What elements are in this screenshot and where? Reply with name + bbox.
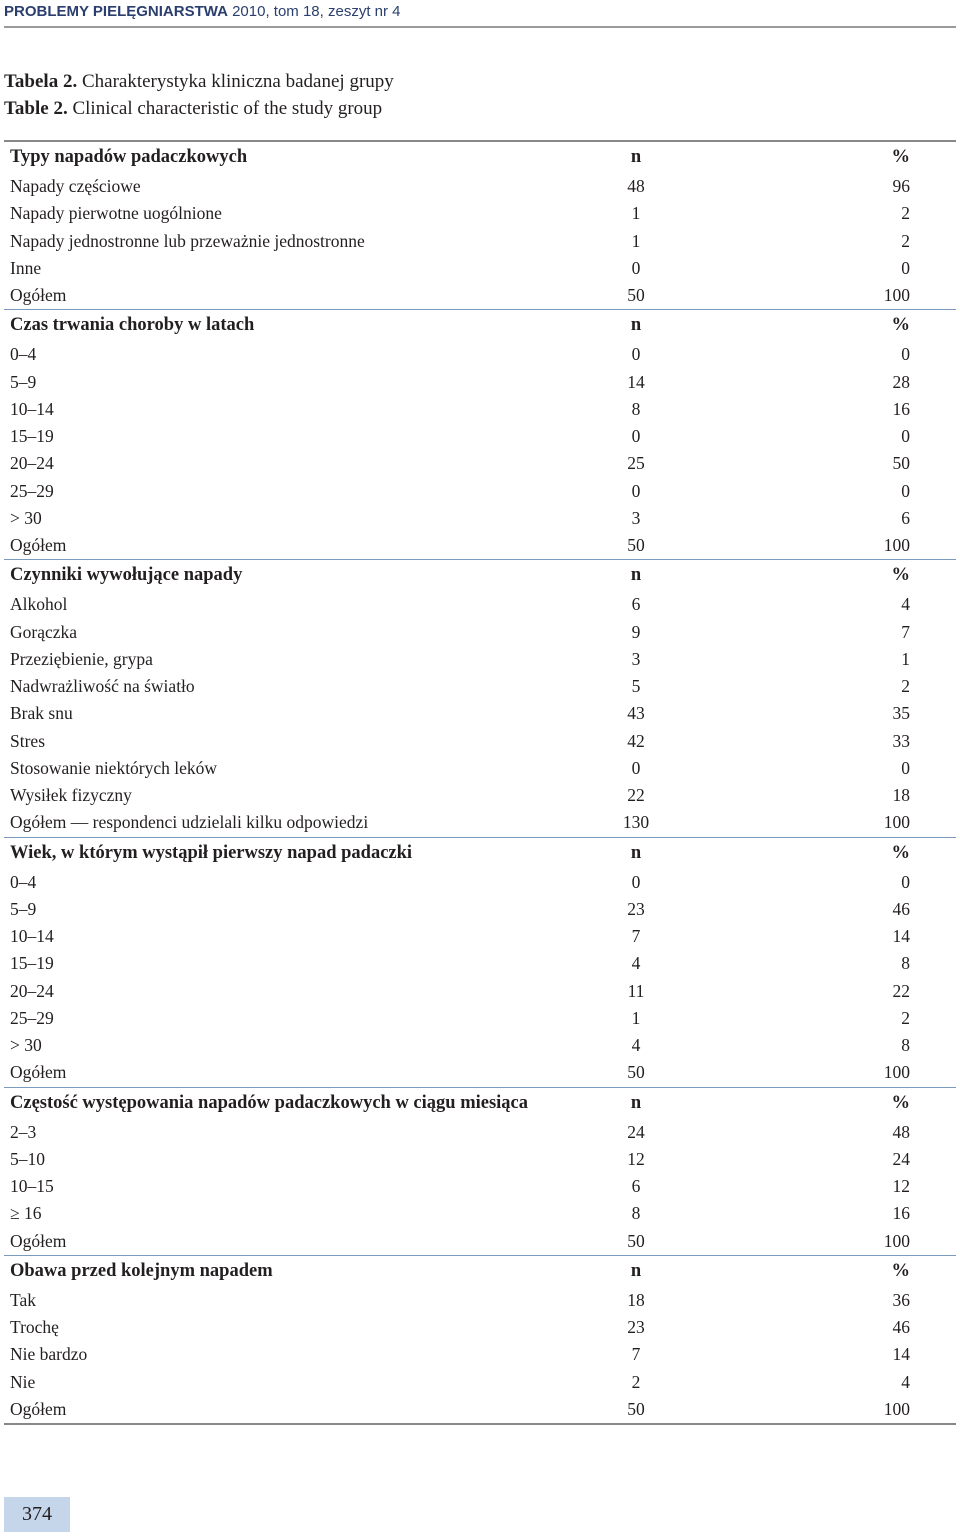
- table-row: [4, 369, 956, 396]
- row-label: 0–4: [10, 871, 37, 892]
- caption-en-label: Table 2.: [4, 98, 68, 119]
- row-percent: 48: [892, 1121, 910, 1142]
- row-percent: 22: [892, 980, 910, 1001]
- table-row: [4, 505, 956, 532]
- row-percent: 6: [901, 507, 910, 528]
- table-row: [4, 1119, 956, 1146]
- table-row: [4, 173, 956, 200]
- n-column-header: n: [576, 1255, 750, 1287]
- row-count: 48: [627, 176, 645, 197]
- row-count: 0: [631, 257, 641, 278]
- row-label: 10–14: [10, 398, 54, 419]
- table-row: [4, 228, 956, 255]
- table-row: [4, 923, 956, 950]
- row-percent: 0: [901, 480, 910, 501]
- table-row: [4, 755, 956, 782]
- row-count: 3: [631, 648, 641, 669]
- row-count: 8: [631, 1203, 641, 1224]
- table-row: [4, 1314, 956, 1341]
- table-row: [4, 1173, 956, 1200]
- row-count: 50: [627, 1230, 645, 1251]
- section-header: [4, 560, 956, 592]
- row-percent: 2: [901, 203, 910, 224]
- section-title: Obawa przed kolejnym napadem: [4, 1255, 576, 1287]
- percent-column-header: %: [750, 310, 956, 342]
- row-label: 5–10: [10, 1148, 45, 1169]
- table-row: [4, 1287, 956, 1314]
- row-count: 18: [627, 1289, 645, 1310]
- row-percent: 18: [892, 785, 910, 806]
- row-percent: 100: [883, 535, 910, 556]
- caption-en: [4, 95, 394, 122]
- table-row: [4, 700, 956, 727]
- row-count: 130: [622, 812, 650, 833]
- row-percent: 46: [892, 898, 910, 919]
- caption-pl-text: Charakterystyka kliniczna badanej grupy: [77, 71, 394, 92]
- percent-column-header: %: [750, 1255, 956, 1287]
- row-label: 5–9: [10, 898, 37, 919]
- n-column-header: n: [576, 310, 750, 342]
- row-count: 50: [627, 535, 645, 556]
- journal-name: PROBLEMY PIELĘGNIARSTWA: [4, 3, 228, 20]
- row-label: Stosowanie niektórych leków: [10, 757, 218, 778]
- table-row: [4, 869, 956, 896]
- row-label: 2–3: [10, 1121, 37, 1142]
- table-row: [4, 950, 956, 977]
- row-label: Napady częściowe: [10, 176, 141, 197]
- table-row: [4, 423, 956, 450]
- row-count: 0: [631, 757, 641, 778]
- table-caption: [4, 68, 394, 122]
- row-count: 4: [631, 953, 641, 974]
- row-count: 0: [631, 426, 641, 447]
- row-percent: 2: [901, 1007, 910, 1028]
- row-percent: 0: [901, 871, 910, 892]
- row-label: Gorączka: [10, 621, 78, 642]
- section-title: Typy napadów padaczkowych: [4, 141, 576, 173]
- clinical-characteristics-table: [4, 140, 956, 1425]
- row-percent: 36: [892, 1289, 910, 1310]
- row-percent: 100: [883, 1062, 910, 1083]
- section-header: [4, 310, 956, 342]
- table-row: [4, 1396, 956, 1424]
- row-percent: 12: [892, 1176, 910, 1197]
- table-row: [4, 1032, 956, 1059]
- row-count: 0: [631, 480, 641, 501]
- table-row: [4, 532, 956, 560]
- table-row: [4, 896, 956, 923]
- row-count: 50: [627, 285, 645, 306]
- row-percent: 7: [901, 621, 910, 642]
- row-count: 23: [627, 898, 645, 919]
- row-count: 9: [631, 621, 641, 642]
- row-percent: 24: [892, 1148, 910, 1169]
- n-column-header: n: [576, 837, 750, 869]
- table-row: [4, 282, 956, 310]
- section-title: Czas trwania choroby w latach: [4, 310, 576, 342]
- table-row: [4, 782, 956, 809]
- row-label: 20–24: [10, 453, 54, 474]
- table-row: [4, 591, 956, 618]
- row-percent: 0: [901, 344, 910, 365]
- row-percent: 14: [892, 926, 910, 947]
- section-header: [4, 1255, 956, 1287]
- table-row: [4, 978, 956, 1005]
- row-label: 20–24: [10, 980, 54, 1001]
- table-row: [4, 728, 956, 755]
- row-percent: 33: [892, 730, 910, 751]
- row-label: Wysiłek fizyczny: [10, 785, 132, 806]
- row-label: Nie bardzo: [10, 1344, 88, 1365]
- table-row: [4, 450, 956, 477]
- row-percent: 1: [901, 648, 910, 669]
- row-percent: 2: [901, 230, 910, 251]
- row-count: 6: [631, 1176, 641, 1197]
- row-percent: 16: [892, 1203, 910, 1224]
- row-count: 0: [631, 871, 641, 892]
- row-count: 3: [631, 507, 641, 528]
- row-count: 1: [631, 1007, 641, 1028]
- row-percent: 50: [892, 453, 910, 474]
- row-label: Ogółem: [10, 285, 67, 306]
- row-label: Ogółem: [4, 1396, 576, 1424]
- row-label: 15–19: [10, 426, 54, 447]
- row-percent: 14: [892, 1344, 910, 1365]
- row-label: Przeziębienie, grypa: [10, 648, 153, 669]
- caption-en-text: Clinical characteristic of the study group: [67, 98, 383, 119]
- row-count: 7: [631, 1344, 641, 1365]
- table-row: [4, 673, 956, 700]
- row-label: Stres: [10, 730, 45, 751]
- table-row: [4, 1341, 956, 1368]
- row-percent: 8: [901, 953, 910, 974]
- row-label: Alkohol: [10, 594, 68, 615]
- row-percent: 0: [901, 257, 910, 278]
- row-count: 12: [627, 1148, 645, 1169]
- row-label: 0–4: [10, 344, 37, 365]
- table-row: [4, 1228, 956, 1256]
- row-label: > 30: [10, 1035, 42, 1056]
- row-count: 11: [627, 980, 645, 1001]
- row-count: 7: [631, 926, 641, 947]
- row-count: 4: [631, 1035, 641, 1056]
- row-percent: 8: [901, 1035, 910, 1056]
- row-count: 0: [631, 344, 641, 365]
- row-count: 1: [631, 230, 641, 251]
- row-count: 6: [631, 594, 641, 615]
- row-label: Nie: [10, 1371, 36, 1392]
- row-label: Nadwrażliwość na światło: [10, 676, 195, 697]
- table-body: [4, 141, 956, 1424]
- section-title: Czynniki wywołujące napady: [4, 560, 576, 592]
- running-header: [4, 0, 956, 28]
- table-row: [4, 646, 956, 673]
- percent-column-header: %: [750, 1087, 956, 1119]
- row-label: Tak: [10, 1289, 36, 1310]
- row-count: 50: [576, 1396, 750, 1424]
- row-label: 25–29: [10, 480, 54, 501]
- row-percent: 100: [883, 812, 910, 833]
- percent-column-header: %: [750, 141, 956, 173]
- row-count: 22: [627, 785, 645, 806]
- table-row: [4, 1200, 956, 1227]
- row-percent: 4: [901, 1371, 910, 1392]
- row-label: Napady pierwotne uogólnione: [10, 203, 222, 224]
- n-column-header: n: [576, 1087, 750, 1119]
- table-row: [4, 1146, 956, 1173]
- row-count: 23: [627, 1317, 645, 1338]
- row-percent: 35: [892, 703, 910, 724]
- table-row: [4, 341, 956, 368]
- row-label: Napady jednostronne lub przeważnie jednostronne: [10, 230, 365, 251]
- row-count: 8: [631, 398, 641, 419]
- n-column-header: n: [576, 141, 750, 173]
- row-count: 42: [627, 730, 645, 751]
- section-title: Wiek, w którym wystąpił pierwszy napad padaczki: [4, 837, 576, 869]
- row-label: 10–15: [10, 1176, 54, 1197]
- table-row: [4, 1369, 956, 1396]
- row-label: > 30: [10, 507, 42, 528]
- table-row: [4, 809, 956, 837]
- row-label: Brak snu: [10, 703, 73, 724]
- table-row: [4, 200, 956, 227]
- table-row: [4, 255, 956, 282]
- row-percent: 46: [892, 1317, 910, 1338]
- n-column-header: n: [576, 560, 750, 592]
- section-header: [4, 141, 956, 173]
- row-percent: 28: [892, 371, 910, 392]
- row-percent: 100: [750, 1396, 956, 1424]
- row-percent: 0: [901, 757, 910, 778]
- row-percent: 4: [901, 594, 910, 615]
- row-count: 24: [627, 1121, 645, 1142]
- row-percent: 96: [892, 176, 910, 197]
- row-label: 15–19: [10, 953, 54, 974]
- table-row: [4, 396, 956, 423]
- percent-column-header: %: [750, 837, 956, 869]
- row-label: Ogółem — respondenci udzielali kilku odpowiedzi: [10, 812, 369, 833]
- row-label: 10–14: [10, 926, 54, 947]
- row-label: 5–9: [10, 371, 37, 392]
- table-row: [4, 1005, 956, 1032]
- row-percent: 2: [901, 676, 910, 697]
- table-row: [4, 478, 956, 505]
- table-row: [4, 619, 956, 646]
- caption-pl: [4, 68, 394, 95]
- row-count: 43: [627, 703, 645, 724]
- row-count: 14: [627, 371, 645, 392]
- row-label: Ogółem: [10, 535, 67, 556]
- section-header: [4, 837, 956, 869]
- row-count: 50: [627, 1062, 645, 1083]
- row-count: 25: [627, 453, 645, 474]
- row-percent: 0: [901, 426, 910, 447]
- row-label: 25–29: [10, 1007, 54, 1028]
- row-percent: 16: [892, 398, 910, 419]
- caption-pl-label: Tabela 2.: [4, 71, 78, 92]
- row-count: 5: [631, 676, 641, 697]
- row-percent: 100: [883, 1230, 910, 1251]
- row-label: Trochę: [10, 1317, 59, 1338]
- row-label: Ogółem: [10, 1062, 67, 1083]
- issue-info: 2010, tom 18, zeszyt nr 4: [227, 3, 401, 20]
- section-header: [4, 1087, 956, 1119]
- row-label: Ogółem: [10, 1230, 67, 1251]
- percent-column-header: %: [750, 560, 956, 592]
- row-count: 1: [631, 203, 641, 224]
- page-number: 374: [4, 1497, 70, 1532]
- row-label: ≥ 16: [10, 1203, 42, 1224]
- row-percent: 100: [883, 285, 910, 306]
- row-count: 2: [631, 1371, 641, 1392]
- section-title: Częstość występowania napadów padaczkowych w ciągu miesiąca: [4, 1087, 576, 1119]
- row-label: Inne: [10, 257, 42, 278]
- table-row: [4, 1059, 956, 1087]
